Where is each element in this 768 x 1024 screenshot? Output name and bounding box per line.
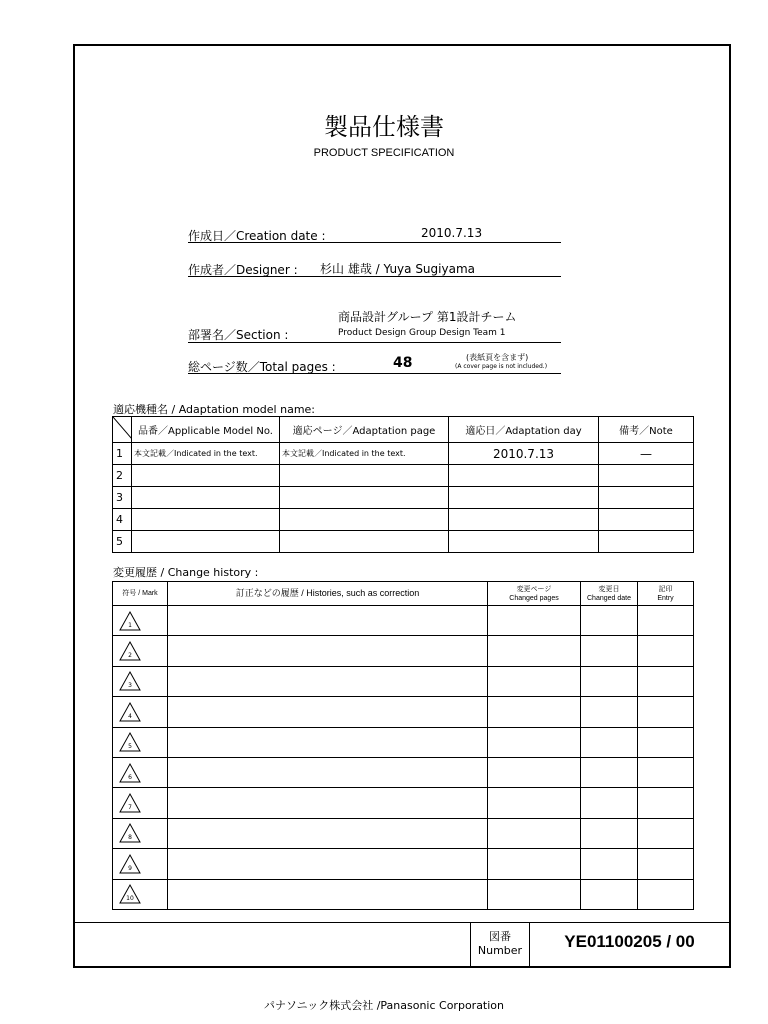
section-name-jp: 商品設計グループ 第1設計チーム — [338, 310, 517, 324]
mark-cell — [113, 788, 168, 818]
diagonal-line — [113, 417, 132, 439]
creation-date-value: 2010.7.13 — [421, 226, 483, 240]
history-rows — [113, 606, 694, 910]
diagonal-cell — [113, 417, 132, 443]
col-mark: 符号 / Mark — [113, 582, 168, 606]
revision-number: 7 — [128, 804, 132, 812]
entry-cell — [638, 727, 694, 757]
entry-cell — [638, 606, 694, 636]
page-cell: 本文記載／Indicated in the text. — [280, 443, 449, 465]
description-cell — [168, 788, 488, 818]
drawing-number: YE01100205 / 00 — [564, 932, 695, 951]
revision-number: 3 — [128, 682, 132, 690]
table-row — [113, 788, 694, 818]
note-cell — [599, 465, 694, 487]
revision-triangle-icon — [118, 762, 142, 784]
section-name-en: Product Design Group Design Team 1 — [338, 328, 506, 338]
col-changed-pages — [488, 582, 581, 606]
row-number: 4 — [113, 509, 132, 531]
adaptation-header-row — [113, 417, 694, 443]
entry-cell — [638, 697, 694, 727]
mark-cell — [113, 606, 168, 636]
changed-date-cell — [581, 879, 638, 909]
row-number: 2 — [113, 465, 132, 487]
note-cell — [599, 531, 694, 553]
revision-triangle-icon — [118, 701, 142, 723]
table-row — [113, 443, 694, 465]
row-number: 1 — [113, 443, 132, 465]
change-history-label: 変更履歴 / Change history : — [113, 566, 259, 579]
history-header-row — [113, 582, 694, 606]
changed-date-en: Changed date — [587, 594, 631, 602]
description-cell — [168, 606, 488, 636]
adaptation-label: 適応機種名 / Adaptation model name: — [113, 403, 316, 416]
entry-cell — [638, 849, 694, 879]
revision-number: 8 — [128, 834, 132, 842]
day-cell — [449, 465, 599, 487]
revision-triangle-icon — [118, 610, 142, 632]
changed-date-cell — [581, 666, 638, 696]
changed-date-cell — [581, 849, 638, 879]
revision-number: 6 — [128, 773, 132, 781]
revision-triangle-icon — [118, 822, 142, 844]
description-cell — [168, 666, 488, 696]
page-cell — [280, 487, 449, 509]
total-pages-note-en: (A cover page is not included.) — [455, 363, 548, 370]
table-row — [113, 727, 694, 757]
description-cell — [168, 636, 488, 666]
revision-number: 1 — [128, 621, 132, 629]
day-cell — [449, 531, 599, 553]
entry-cell — [638, 879, 694, 909]
designer-value: 杉山 雄哉 / Yuya Sugiyama — [320, 262, 475, 276]
mark-cell — [113, 879, 168, 909]
company-footer: パナソニック株式会社 /Panasonic Corporation — [263, 999, 505, 1012]
table-row — [113, 697, 694, 727]
section-field — [188, 308, 561, 343]
number-label-en: Number — [477, 944, 523, 957]
revision-number: 2 — [128, 652, 132, 660]
table-row — [113, 636, 694, 666]
changed-pages-cell — [488, 727, 581, 757]
document-subtitle: PRODUCT SPECIFICATION — [313, 147, 455, 159]
changed-date-cell — [581, 697, 638, 727]
changed-pages-cell — [488, 697, 581, 727]
revision-number: 9 — [128, 864, 132, 872]
change-history-table — [112, 581, 694, 910]
mark-cell — [113, 727, 168, 757]
changed-pages-cell — [488, 666, 581, 696]
revision-triangle-icon — [118, 853, 142, 875]
revision-triangle-icon — [118, 640, 142, 662]
changed-date-cell — [581, 636, 638, 666]
revision-triangle-icon — [118, 883, 142, 905]
note-cell — [599, 509, 694, 531]
description-cell — [168, 697, 488, 727]
table-row — [113, 531, 694, 553]
entry-en: Entry — [657, 594, 674, 602]
number-label-jp: 図番 — [489, 930, 511, 943]
day-cell — [449, 509, 599, 531]
col-day: 適応日／Adaptation day — [449, 417, 599, 443]
table-row — [113, 849, 694, 879]
bottom-divider — [75, 922, 729, 923]
changed-date-cell — [581, 757, 638, 787]
page-cell — [280, 465, 449, 487]
model-cell — [132, 509, 280, 531]
note-cell — [599, 487, 694, 509]
mark-cell — [113, 636, 168, 666]
description-cell — [168, 849, 488, 879]
row-number: 3 — [113, 487, 132, 509]
description-cell — [168, 727, 488, 757]
changed-date-jp: 変更日 — [598, 585, 620, 593]
row-number: 5 — [113, 531, 132, 553]
mark-cell — [113, 757, 168, 787]
description-cell — [168, 879, 488, 909]
entry-cell — [638, 788, 694, 818]
creation-date-label: 作成日／Creation date : — [188, 229, 326, 243]
description-cell — [168, 818, 488, 848]
document-title: 製品仕様書 — [324, 113, 444, 141]
page-cell — [280, 531, 449, 553]
changed-date-cell — [581, 727, 638, 757]
description-cell — [168, 757, 488, 787]
col-note: 備考／Note — [599, 417, 694, 443]
designer-label: 作成者／Designer : — [188, 263, 298, 277]
table-row — [113, 509, 694, 531]
mark-cell — [113, 818, 168, 848]
table-row — [113, 487, 694, 509]
revision-triangle-icon — [118, 670, 142, 692]
entry-cell — [638, 666, 694, 696]
table-row — [113, 818, 694, 848]
total-pages-note-jp: (表紙頁を含まず) — [466, 353, 529, 362]
entry-jp: 記印 — [658, 585, 673, 593]
adaptation-table — [112, 416, 694, 553]
total-pages-label: 総ページ数／Total pages : — [188, 360, 336, 374]
total-pages-field — [188, 354, 561, 374]
entry-cell — [638, 757, 694, 787]
col-changed-date — [581, 582, 638, 606]
model-cell: 本文記載／Indicated in the text. — [132, 443, 280, 465]
revision-number: 5 — [128, 743, 132, 751]
model-cell — [132, 531, 280, 553]
note-cell: — — [599, 443, 694, 465]
col-model: 品番／Applicable Model No. — [132, 417, 280, 443]
table-row — [113, 879, 694, 909]
changed-pages-cell — [488, 879, 581, 909]
model-cell — [132, 465, 280, 487]
changed-pages-cell — [488, 757, 581, 787]
entry-cell — [638, 818, 694, 848]
changed-pages-cell — [488, 606, 581, 636]
page-cell — [280, 509, 449, 531]
changed-pages-cell — [488, 788, 581, 818]
revision-number: 10 — [126, 895, 134, 903]
revision-triangle-icon — [118, 731, 142, 753]
mark-cell — [113, 666, 168, 696]
changed-date-cell — [581, 606, 638, 636]
revision-triangle-icon — [118, 792, 142, 814]
changed-date-cell — [581, 818, 638, 848]
mark-cell — [113, 697, 168, 727]
total-pages-value: 48 — [393, 355, 413, 371]
entry-cell — [638, 636, 694, 666]
number-label-box — [470, 922, 530, 966]
section-label: 部署名／Section : — [188, 328, 289, 342]
changed-pages-en: Changed pages — [509, 594, 559, 602]
col-description: 訂正などの履歴 / Histories, such as correction — [168, 582, 488, 606]
table-row — [113, 757, 694, 787]
revision-number: 4 — [128, 712, 132, 720]
model-cell — [132, 487, 280, 509]
col-page: 適応ページ／Adaptation page — [280, 417, 449, 443]
table-row — [113, 666, 694, 696]
changed-date-cell — [581, 788, 638, 818]
table-row — [113, 465, 694, 487]
mark-cell — [113, 849, 168, 879]
changed-pages-cell — [488, 849, 581, 879]
day-cell: 2010.7.13 — [449, 443, 599, 465]
col-entry — [638, 582, 694, 606]
day-cell — [449, 487, 599, 509]
designer-field — [188, 260, 561, 277]
creation-date-field — [188, 226, 561, 243]
changed-pages-jp: 変更ページ — [516, 585, 552, 593]
changed-pages-cell — [488, 818, 581, 848]
table-row — [113, 606, 694, 636]
changed-pages-cell — [488, 636, 581, 666]
